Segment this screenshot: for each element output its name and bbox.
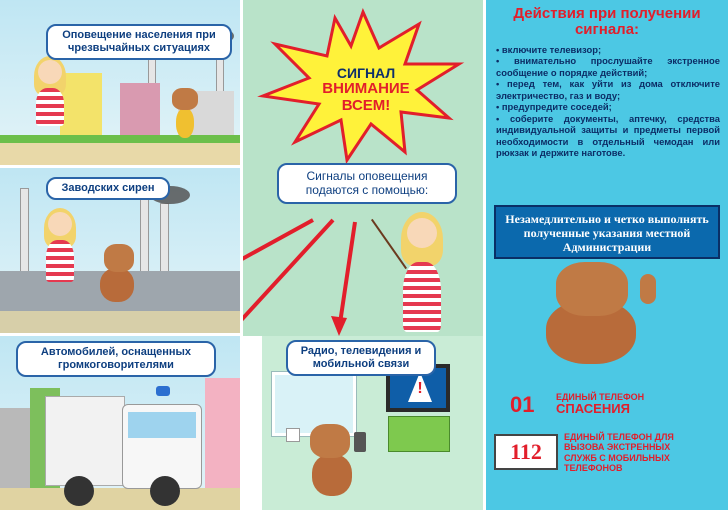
arrow-to-media [339,222,355,330]
cat-head [104,244,134,272]
panel-sirens [0,168,240,333]
panel-vehicles [0,336,240,510]
truck-windshield [128,412,196,438]
vehicles-label: Автомобилей, оснащенных громкоговорителями [16,341,216,377]
sirens-label: Заводских сирен [46,177,170,200]
signal-line2: ВНИМАНИЕ [322,80,410,98]
actions-list [496,44,720,159]
truck-wheel [64,476,94,506]
siren-light [156,386,170,396]
arrow-to-sirens [243,220,313,275]
chimney [140,198,149,278]
girl-head [38,60,62,84]
signal-line1: СИГНАЛ [336,65,396,81]
arrow-head [331,316,347,336]
notification-label: Оповещение населения при чрезвычайных ситуациях [46,24,232,60]
grass [0,135,240,143]
mobile-phone-icon [354,432,366,452]
building [120,83,160,143]
chimney [20,188,29,278]
tv-exclamation: ! [417,380,423,397]
building [60,73,102,143]
building [205,378,240,488]
signal-text [311,66,421,114]
truck-wheel [150,476,180,506]
girl-dress [46,240,74,282]
signal-line3: ВСЕМ! [341,96,391,114]
emergency-number-box [494,434,558,470]
cat-head [172,88,198,110]
girl-dress [403,262,441,332]
power-outlet-icon [286,428,300,442]
chimney [160,203,169,278]
action-item: • перед тем, как уйти из дома отключите электричество, газ и воду; [496,78,720,101]
cat-head [310,424,350,458]
panel-media [262,336,483,510]
action-item: • предупредите соседей; [496,101,720,112]
rescue-label-line1: ЕДИНЫЙ ТЕЛЕФОН [556,392,645,402]
girl-head [407,218,437,248]
emergency-label: ЕДИНЫЙ ТЕЛЕФОН ДЛЯ ВЫЗОВА ЭКСТРЕННЫХ СЛУЖБ С МОБИЛЬНЫХ ТЕЛЕФОНОВ [564,432,674,474]
signals-title: Сигналы оповещения подаются с помощью: [277,163,457,204]
cat-body [176,108,194,138]
tv-stand [388,416,450,452]
building [0,408,30,488]
ground [0,311,240,333]
action-item: • включите телевизор; [496,44,720,55]
notice-box: Незамедлительно и четко выполнять полученные указания местной Администрации [494,205,720,259]
actions-panel [486,0,728,510]
cat-body [100,268,134,302]
truck-cargo [45,396,125,486]
cat-head [556,262,628,316]
ground [0,488,240,510]
action-item: • соберите документы, аптечку, средства индивидуальной защиты и предметы первой необходимости в отдельный чемодан или рюкзак и держите наготове. [496,113,720,159]
ground [0,143,240,165]
panel-center [243,0,483,336]
emergency-number: 112 [510,439,542,464]
rescue-label [556,392,726,417]
panel-notification [0,0,240,165]
cat-body [312,454,352,496]
rescue-number: 01 [510,392,535,417]
cat-paw-icon [640,274,656,304]
arrow-to-vehicles [243,220,333,336]
media-label: Радио, телевидения и мобильной связи [286,340,436,376]
action-item: • внимательно прослушайте экстренное сообщение о порядке действий; [496,55,720,78]
actions-title: Действия при получении сигнала: [513,5,701,38]
girl-head [48,212,72,236]
girl-dress [36,88,64,126]
rescue-label-line2: СПАСЕНИЯ [556,401,630,417]
